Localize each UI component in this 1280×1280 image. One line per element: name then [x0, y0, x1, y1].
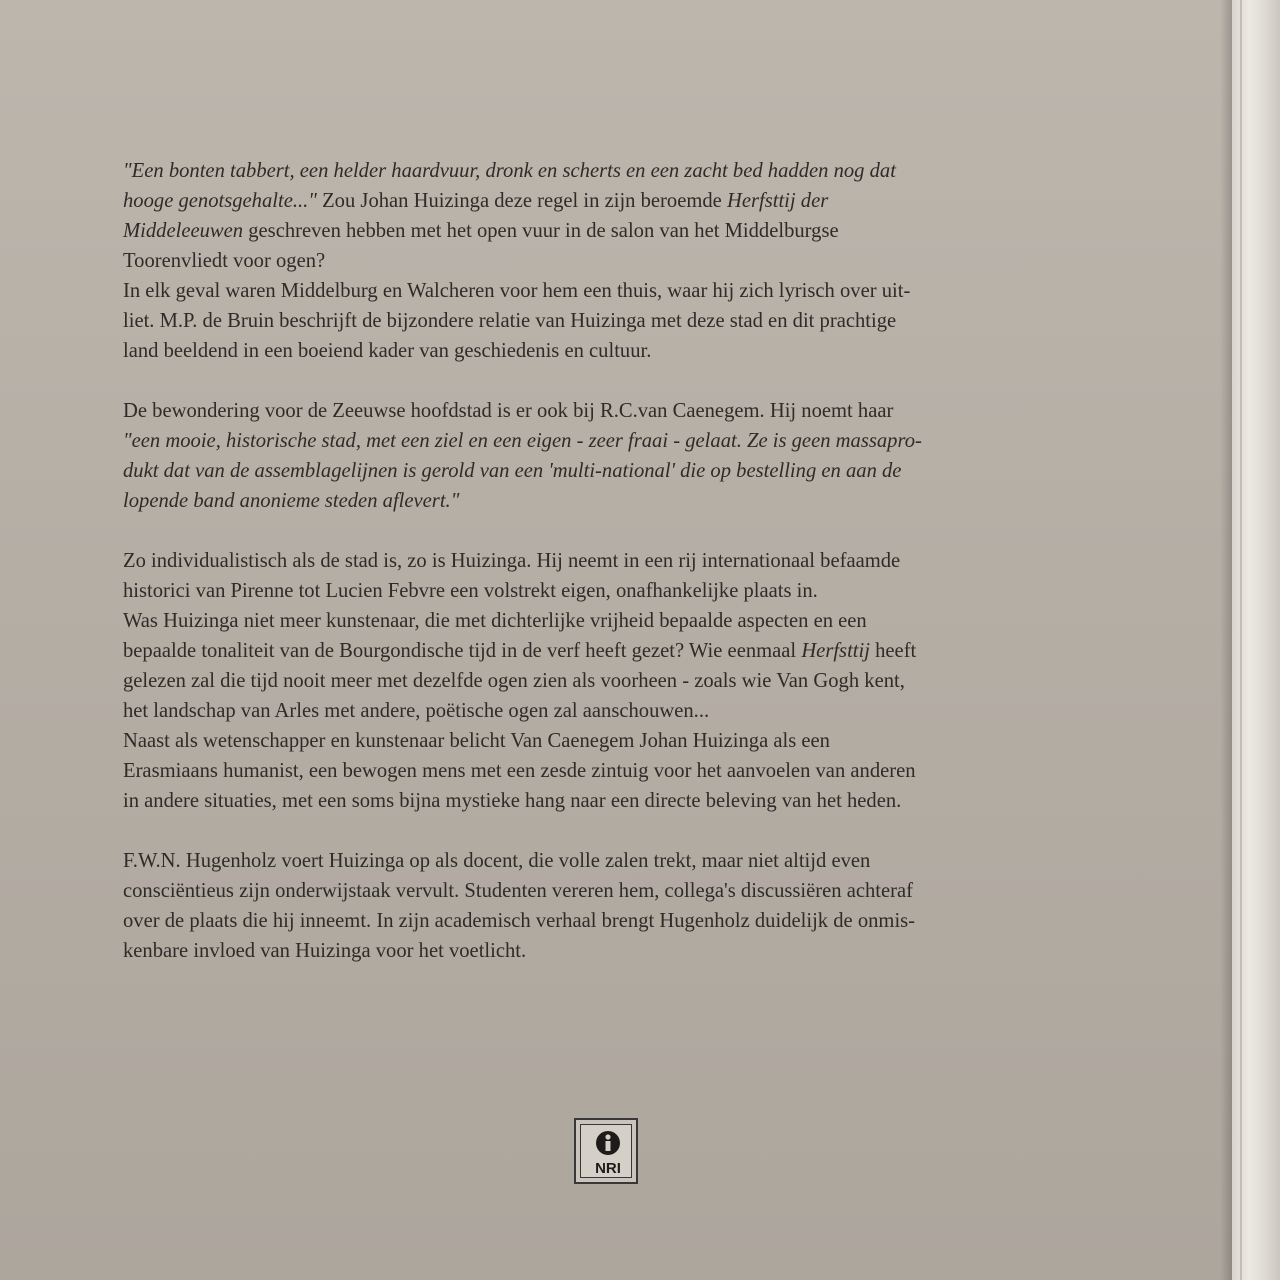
- publisher-logo: [574, 1118, 638, 1184]
- text-segment: heeft: [869, 640, 917, 662]
- text-line: [123, 486, 1103, 516]
- italic-segment: "een mooie, historische stad, met een ziel en een eigen - zeer fraai - gelaat. Ze is geen massapro-: [123, 430, 922, 452]
- text-segment: bepaalde tonaliteit van de Bourgondische tijd in de verf heeft gezet? Wie eenmaal: [123, 640, 802, 662]
- text-segment: historici van Pirenne tot Lucien Febvre een volstrekt eigen, onafhankelijke plaats in.: [123, 580, 818, 602]
- text-line: [123, 636, 1103, 666]
- text-segment: gelezen zal die tijd nooit meer met dezelfde ogen zien als voorheen - zoals wie Van Gogh kent,: [123, 670, 905, 692]
- italic-segment: Herfsttij: [801, 640, 870, 662]
- text-segment: De bewondering voor de Zeeuwse hoofdstad is er ook bij R.C.van Caenegem. Hij noemt haar: [123, 400, 894, 422]
- text-line: [123, 726, 1103, 756]
- text-line: [123, 576, 1103, 606]
- text-segment: het landschap van Arles met andere, poëtische ogen zal aanschouwen...: [123, 700, 710, 722]
- text-line: [123, 396, 1103, 426]
- paragraph-gap: [123, 816, 1103, 846]
- italic-segment: Herfsttij der: [726, 190, 829, 212]
- paragraph: [123, 156, 1103, 366]
- text-segment: F.W.N. Hugenholz voert Huizinga op als docent, die volle zalen trekt, maar niet altijd even: [123, 850, 871, 872]
- text-line: [123, 876, 1103, 906]
- text-line: [123, 936, 1103, 966]
- text-line: [123, 606, 1103, 636]
- text-segment: Naast als wetenschapper en kunstenaar belicht Van Caenegem Johan Huizinga als een: [123, 730, 830, 752]
- blurb-text: [123, 156, 1103, 966]
- text-segment: in andere situaties, met een soms bijna mystieke hang naar een directe beleving van het heden.: [123, 790, 902, 812]
- paragraph: [123, 546, 1103, 816]
- text-line: [123, 546, 1103, 576]
- italic-segment: "Een bonten tabbert, een helder haardvuur, dronk en scherts en een zacht bed hadden nog dat: [123, 160, 896, 182]
- paragraph: [123, 846, 1103, 966]
- text-line: [123, 306, 1103, 336]
- italic-segment: hooge genotsgehalte...": [123, 190, 317, 212]
- text-segment: Zou Johan Huizinga deze regel in zijn beroemde: [316, 190, 727, 212]
- text-line: [123, 906, 1103, 936]
- publisher-logo-text: NRI: [595, 1160, 621, 1177]
- text-segment: Zo individualistisch als de stad is, zo is Huizinga. Hij neemt in een rij internationaal befaamde: [123, 550, 901, 572]
- publisher-logo-frame: [580, 1124, 632, 1178]
- text-line: [123, 216, 1103, 246]
- text-line: [123, 456, 1103, 486]
- text-segment: In elk geval waren Middelburg en Walcheren voor hem een thuis, waar hij zich lyrisch over uit-: [123, 280, 911, 302]
- text-segment: liet. M.P. de Bruin beschrijft de bijzondere relatie van Huizinga met deze stad en dit prachtige: [123, 310, 897, 332]
- text-line: [123, 756, 1103, 786]
- text-line: [123, 786, 1103, 816]
- text-segment: Toorenvliedt voor ogen?: [123, 250, 326, 272]
- text-line: [123, 336, 1103, 366]
- text-line: [123, 666, 1103, 696]
- text-line: [123, 276, 1103, 306]
- info-icon: [581, 1125, 635, 1179]
- text-segment: consciëntieus zijn onderwijstaak vervult. Studenten vereren hem, collega's discussiëren achteraf: [123, 880, 913, 902]
- text-line: [123, 846, 1103, 876]
- paragraph: [123, 396, 1103, 516]
- paragraph-gap: [123, 366, 1103, 396]
- italic-segment: Middeleeuwen: [123, 220, 244, 242]
- italic-segment: dukt dat van de assemblagelijnen is gerold van een 'multi-national' die op bestelling en aan de: [123, 460, 902, 482]
- text-segment: Was Huizinga niet meer kunstenaar, die met dichterlijke vrijheid bepaalde aspecten en een: [123, 610, 867, 632]
- text-segment: land beeldend in een boeiend kader van geschiedenis en cultuur.: [123, 340, 652, 362]
- text-line: [123, 186, 1103, 216]
- text-segment: Erasmiaans humanist, een bewogen mens met een zesde zintuig voor het aanvoelen van anderen: [123, 760, 916, 782]
- text-line: [123, 156, 1103, 186]
- text-line: [123, 246, 1103, 276]
- spine-edge: [1240, 0, 1242, 1280]
- text-line: [123, 426, 1103, 456]
- italic-segment: lopende band anonieme steden aflevert.": [123, 490, 460, 512]
- paragraph-gap: [123, 516, 1103, 546]
- text-segment: over de plaats die hij inneemt. In zijn academisch verhaal brengt Hugenholz duidelijk de onmis-: [123, 910, 916, 932]
- text-line: [123, 696, 1103, 726]
- text-segment: kenbare invloed van Huizinga voor het voetlicht.: [123, 940, 527, 962]
- spine-shadow: [1220, 0, 1232, 1280]
- text-segment: geschreven hebben met het open vuur in de salon van het Middelburgse: [243, 220, 839, 242]
